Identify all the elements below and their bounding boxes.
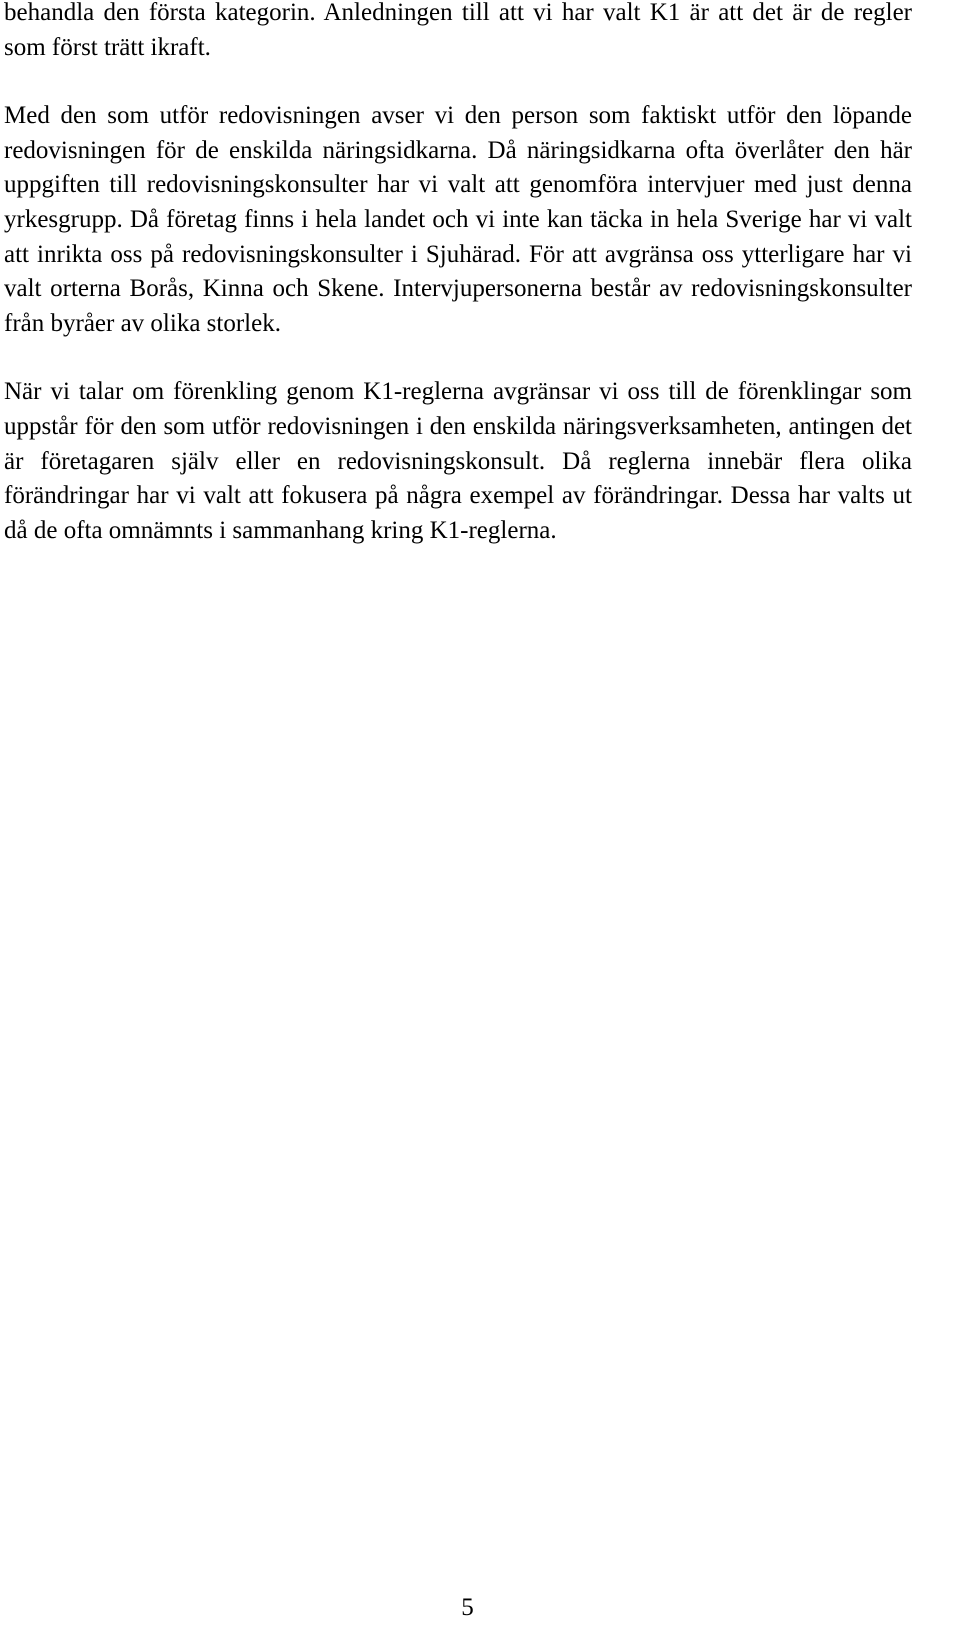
page-number: 5 <box>461 1594 474 1621</box>
document-body <box>4 0 912 548</box>
paragraph-3: När vi talar om förenkling genom K1-reglerna avgränsar vi oss till de förenklingar som uppstår för den som utför redovisningen i den enskilda näringsverksamheten, antingen det är företagaren själv eller en redovisningskonsult. Då reglerna innebär flera olika förändringar har vi valt att fokusera på några exempel av förändringar. Dessa har valts ut då de ofta omnämnts i sammanhang kring K1-reglerna. <box>4 378 912 544</box>
paragraph-1: behandla den första kategorin. Anledningen till att vi har valt K1 är att det är de regler som först trätt ikraft. <box>4 0 912 61</box>
paragraph-2: Med den som utför redovisningen avser vi den person som faktiskt utför den löpande redovisningen för de enskilda näringsidkarna. Då näringsidkarna ofta överlåter den här uppgiften till redovisningskonsulter har vi valt att genomföra intervjuer med just denna yrkesgrupp. Då företag finns i hela landet och vi inte kan täcka in hela Sverige har vi valt att inrikta oss på redovisningskonsulter i Sjuhärad. För att avgränsa oss ytterligare har vi valt orterna Borås, Kinna och Skene. Intervjupersonerna består av redovisningskonsulter från byråer av olika storlek. <box>4 102 912 337</box>
